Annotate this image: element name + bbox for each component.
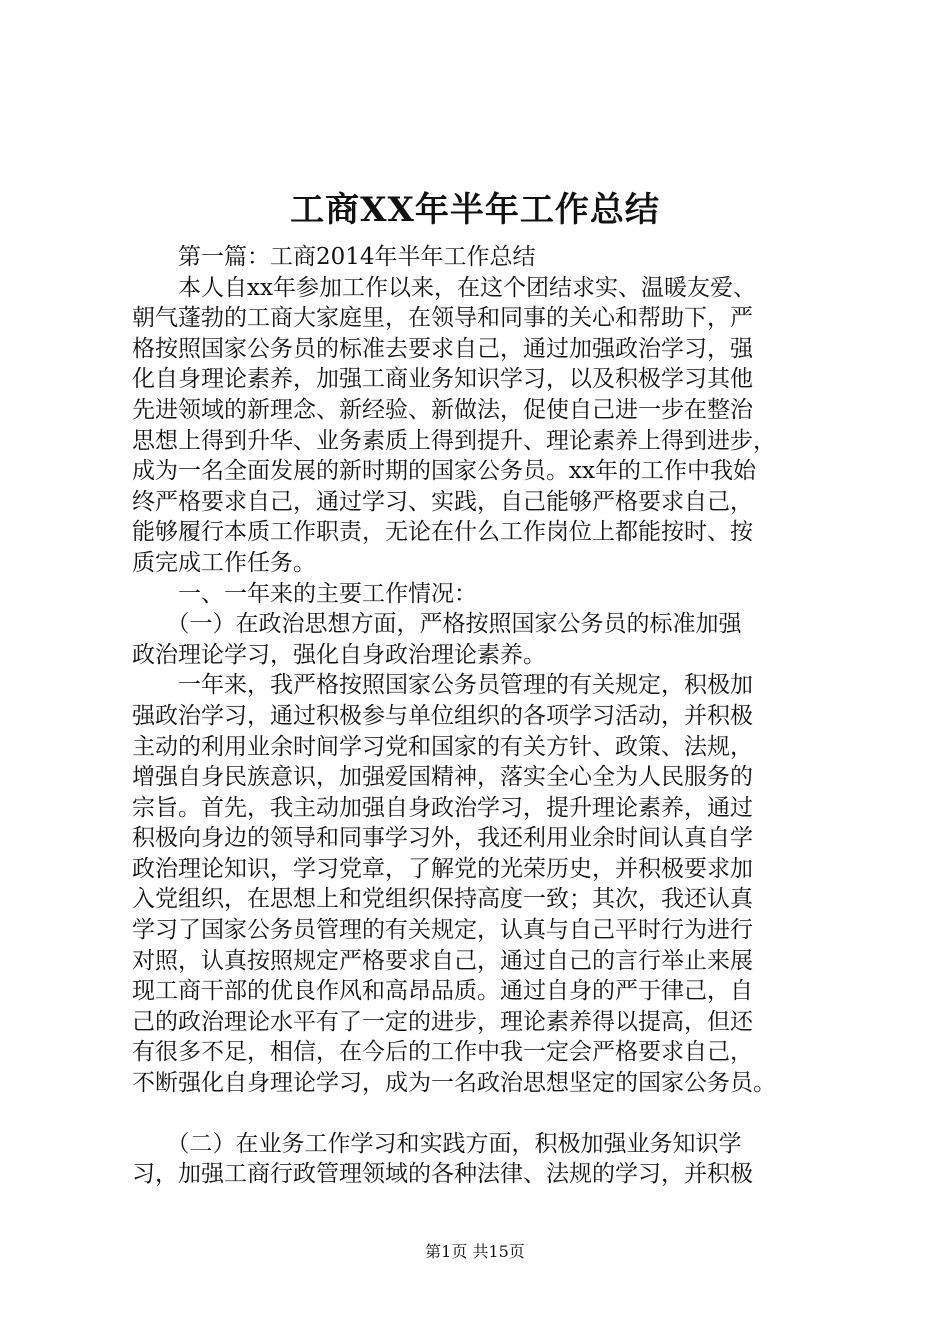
body-line: 第一篇：工商2014年半年工作总结 [132, 244, 536, 270]
body-line: 朝气蓬勃的工商大家庭里，在领导和同事的关心和帮助下，严 [132, 305, 753, 332]
body-line: 对照，认真按照规定严格要求自己，通过自己的言行举止来展 [132, 947, 753, 974]
page-footer: 第1页 共15页 [425, 1242, 525, 1261]
body-line: 主动的利用业余时间学习党和国家的有关方针、政策、法规， [132, 733, 753, 760]
body-line: 强政治学习，通过积极参与单位组织的各项学习活动，并积极 [132, 702, 753, 729]
body-line: （一）在政治思想方面，严格按照国家公务员的标准加强 [132, 611, 742, 638]
body-line: 入党组织，在思想上和党组织保持高度一致；其次，我还认真 [132, 886, 753, 913]
body-line: 一、一年来的主要工作情况： [132, 580, 477, 607]
body-line: 质完成工作任务。 [132, 549, 316, 576]
document-body [132, 242, 832, 1190]
body-line: 不断强化自身理论学习，成为一名政治思想坚定的国家公务员。 [132, 1070, 776, 1097]
body-line: 积极向身边的领导和同事学习外，我还利用业余时间认真自学 [132, 825, 753, 852]
body-line: 终严格要求自己，通过学习、实践，自己能够严格要求自己， [132, 488, 753, 515]
body-line: 政治理论知识，学习党章，了解党的光荣历史，并积极要求加 [132, 855, 753, 882]
body-line: 本人自xx年参加工作以来，在这个团结求实、温暖友爱、 [132, 274, 756, 301]
body-line: 思想上得到升华、业务素质上得到提升、理论素养上得到进步， [132, 427, 776, 454]
body-line: 有很多不足，相信，在今后的工作中我一定会严格要求自己， [132, 1039, 753, 1066]
body-line: 习，加强工商行政管理领域的各种法律、法规的学习，并积极 [132, 1161, 753, 1188]
body-line: 学习了国家公务员管理的有关规定，认真与自己平时行为进行 [132, 917, 753, 944]
body-line: 格按照国家公务员的标准去要求自己，通过加强政治学习，强 [132, 335, 753, 362]
body-line: 先进领域的新理念、新经验、新做法，促使自己进一步在整治 [132, 396, 753, 423]
body-line: 宗旨。首先，我主动加强自身政治学习，提升理论素养，通过 [132, 794, 753, 821]
body-line: 能够履行本质工作职责，无论在什么工作岗位上都能按时、按 [132, 519, 753, 546]
body-line: 成为一名全面发展的新时期的国家公务员。xx年的工作中我始 [132, 458, 756, 485]
body-line: 增强自身民族意识，加强爱国精神，落实全心全为人民服务的 [132, 764, 753, 791]
document-title: 工商XX年半年工作总结 [290, 190, 660, 230]
body-line: （二）在业务工作学习和实践方面，积极加强业务知识学 [132, 1130, 742, 1157]
paragraph-gap [132, 1099, 832, 1129]
body-line: 己的政治理论水平有了一定的进步，理论素养得以提高，但还 [132, 1008, 753, 1035]
body-line: 化自身理论素养，加强工商业务知识学习，以及积极学习其他 [132, 366, 753, 393]
body-line: 政治理论学习，强化自身政治理论素养。 [132, 641, 546, 668]
body-line: 现工商干部的优良作风和高昂品质。通过自身的严于律己，自 [132, 978, 753, 1005]
body-line: 一年来，我严格按照国家公务员管理的有关规定，积极加 [132, 672, 753, 699]
